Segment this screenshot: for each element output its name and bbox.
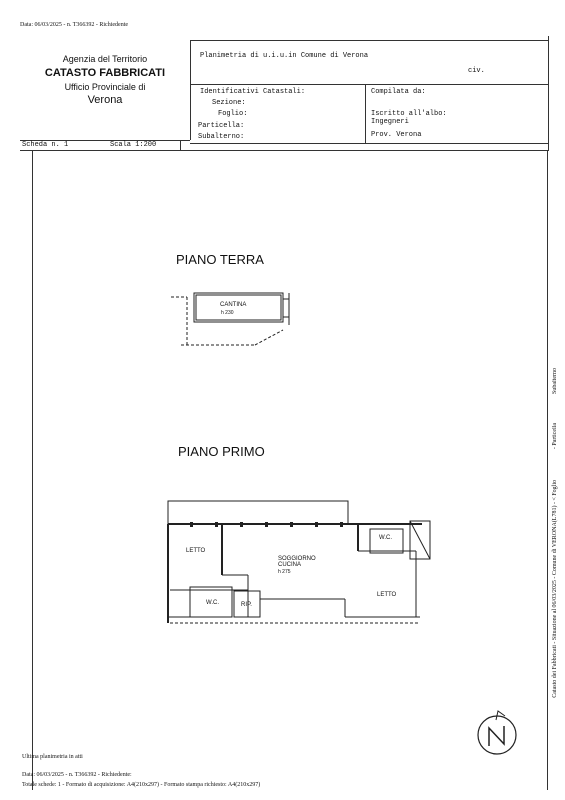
particella-label: Particella: bbox=[198, 122, 245, 130]
footer-ultima: Ultima planimetria in atti bbox=[22, 754, 83, 760]
header-bottom-line bbox=[190, 143, 548, 144]
drawing-top-line bbox=[20, 150, 548, 151]
top-roof-band bbox=[168, 501, 348, 524]
identificativi-title: Identificativi Catastali: bbox=[200, 88, 306, 96]
agency-block bbox=[30, 54, 180, 106]
foglio-label: Foglio: bbox=[218, 110, 248, 118]
soggiorno-height: h 275 bbox=[278, 569, 291, 575]
scheda-label: Scheda n. 1 bbox=[22, 141, 69, 149]
side-catasto-text: Catasto dei Fabbricati - Situazione al 06/03/2025 - Comune di VERONA(L781) - < Foglio bbox=[552, 480, 558, 698]
wc-bottom-label: W.C. bbox=[206, 600, 219, 606]
north-arrow-icon bbox=[472, 708, 522, 760]
drawing-right-border bbox=[547, 150, 548, 790]
wc-top-room bbox=[370, 529, 403, 553]
agency-city: Verona bbox=[87, 94, 123, 106]
cucina-label: CUCINA bbox=[278, 562, 302, 568]
piano-terra-title: PIANO TERRA bbox=[176, 252, 264, 267]
ingegneri-label: Ingegneri bbox=[371, 118, 409, 126]
header-note: Data: 06/03/2025 - n. T366392 - Richiedente bbox=[20, 22, 129, 28]
agency-ufficio: Ufficio Provinciale di bbox=[64, 82, 146, 92]
planimetria-title: Planimetria di u.i.u.in Comune di Verona bbox=[200, 52, 369, 60]
piano-terra-plan bbox=[165, 285, 295, 350]
frame-right-line bbox=[548, 36, 549, 151]
civ-label: civ. bbox=[468, 67, 485, 75]
footer-totale: Totale schede: 1 - Formato di acquisizione: A4(210x297) - Formato stampa richiesto: A4(210x297) bbox=[22, 782, 261, 788]
rip-label: RIP. bbox=[241, 602, 252, 608]
wc-top-label: W.C. bbox=[379, 535, 392, 541]
frame-mid-line bbox=[190, 84, 548, 85]
frame-left-line bbox=[190, 40, 191, 140]
sezione-label: Sezione: bbox=[212, 99, 246, 107]
scheda-divider bbox=[180, 140, 181, 150]
frame-top-line bbox=[190, 40, 548, 41]
footer-data: Data: 06/03/2025 - n. T366392 - Richiedente: bbox=[22, 772, 132, 778]
agency-catasto: CATASTO FABBRICATI bbox=[44, 67, 166, 79]
cantina-label: CANTINA bbox=[220, 302, 247, 308]
cantina-height: h 230 bbox=[221, 310, 234, 316]
piano-primo-title: PIANO PRIMO bbox=[178, 444, 265, 459]
soggiorno-label: SOGGIORNO bbox=[278, 556, 316, 562]
letto-left-label: LETTO bbox=[186, 548, 206, 554]
agency-name: Agenzia del Territorio bbox=[62, 54, 148, 64]
frame-divider-line bbox=[365, 84, 366, 144]
scala-label: Scala 1:200 bbox=[110, 141, 157, 149]
cantina-walls bbox=[171, 293, 289, 345]
subalterno-label: Subalterno: bbox=[198, 133, 245, 141]
drawing-left-border bbox=[32, 150, 33, 790]
side-subalterno-text: Subalterno bbox=[552, 368, 558, 394]
side-particella-text: - Particella bbox=[552, 423, 558, 450]
compilata-title: Compilata da: bbox=[371, 88, 426, 96]
letto-right-label: LETTO bbox=[377, 592, 397, 598]
iscritto-label: Iscritto all'albo: bbox=[371, 110, 447, 118]
prov-label: Prov. Verona bbox=[371, 131, 422, 139]
